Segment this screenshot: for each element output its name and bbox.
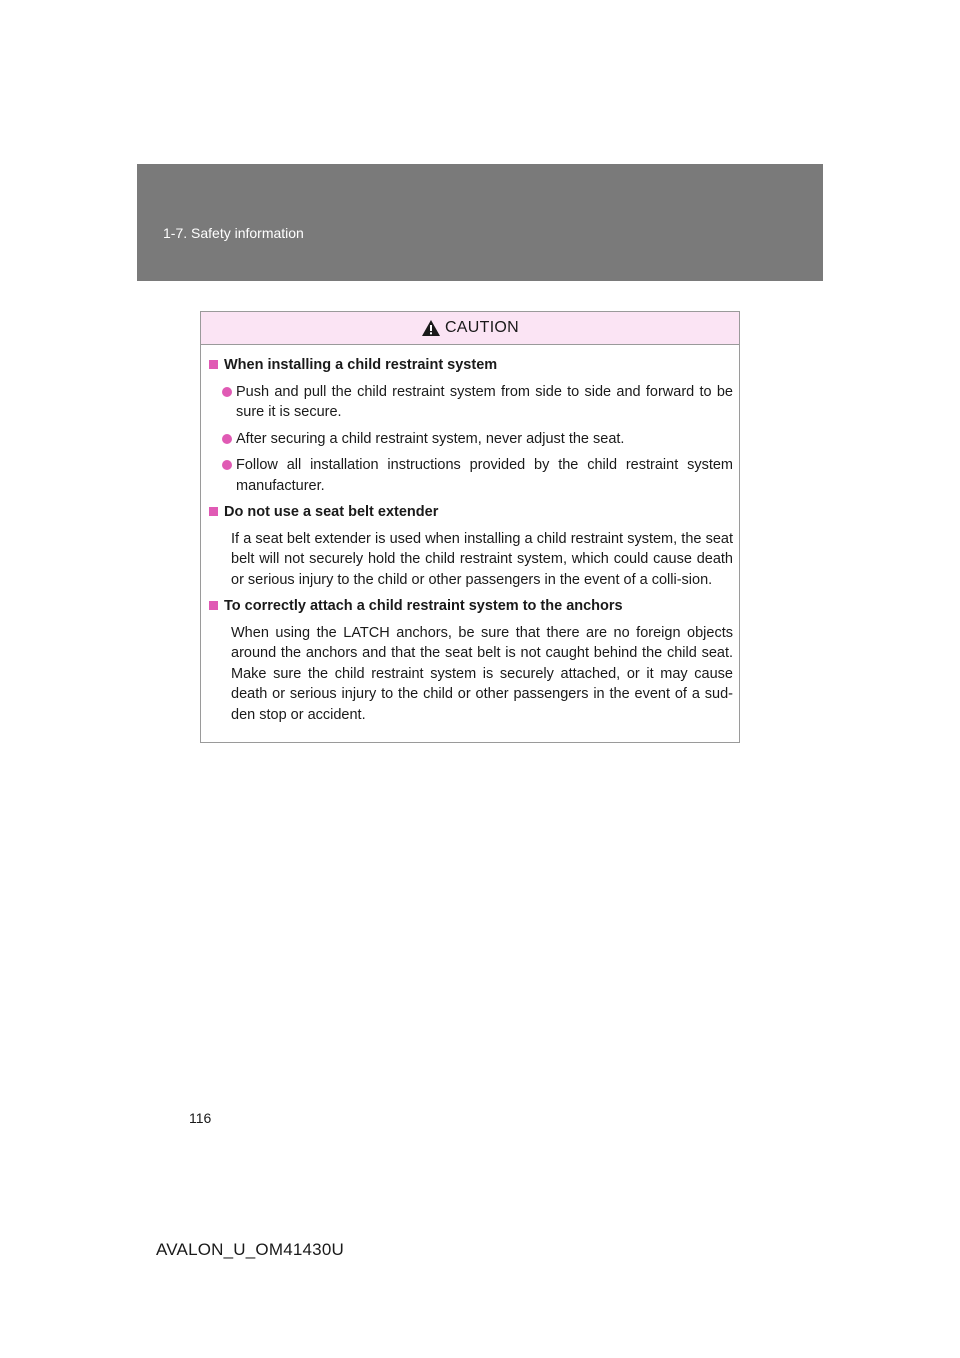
page-number: 116 [189, 1110, 212, 1126]
round-bullet-icon [222, 434, 232, 444]
bullet-item [209, 382, 733, 423]
section-heading-anchors [209, 596, 733, 617]
square-bullet-icon [209, 360, 218, 369]
caution-header [201, 312, 739, 345]
section-heading-text: To correctly attach a child restraint system to the anchors [224, 598, 623, 614]
bullet-item [209, 455, 733, 496]
bullet-text: Push and pull the child restraint system from side to side and forward to be sure it is secure. [236, 383, 733, 420]
square-bullet-icon [209, 601, 218, 610]
section-heading-installing [209, 355, 733, 376]
bullet-text: Follow all installation instructions provided by the child restraint system manufacturer. [236, 457, 733, 494]
square-bullet-icon [209, 507, 218, 516]
section-heading-text: When installing a child restraint system [224, 357, 498, 373]
round-bullet-icon [222, 460, 232, 470]
caution-body [201, 345, 739, 725]
caution-box [200, 311, 740, 743]
bullet-text: After securing a child restraint system, never adjust the seat. [236, 430, 625, 447]
section-title: 1-7. Safety information [163, 225, 304, 241]
warning-triangle-icon [421, 319, 441, 337]
caution-label: CAUTION [444, 319, 520, 336]
bullet-item [209, 429, 733, 450]
header-band [137, 164, 823, 281]
section-heading-text: Do not use a seat belt extender [224, 504, 439, 520]
document-code: AVALON_U_OM41430U [156, 1240, 344, 1259]
section-paragraph: When using the LATCH anchors, be sure that there are no foreign objects around the anchors and that the seat belt is not caught behind the child seat. Make sure the child restraint system is securely attached, or it may cause death or serious injury to the child or other passengers in the event of a sud-den stop or accident. [231, 624, 733, 723]
round-bullet-icon [222, 387, 232, 397]
section-paragraph: If a seat belt extender is used when installing a child restraint system, the seat belt will not securely hold the child restraint system, which could cause death or serious injury to the child or other passengers in the event of a colli-sion. [231, 530, 733, 588]
section-heading-extender [209, 502, 733, 523]
